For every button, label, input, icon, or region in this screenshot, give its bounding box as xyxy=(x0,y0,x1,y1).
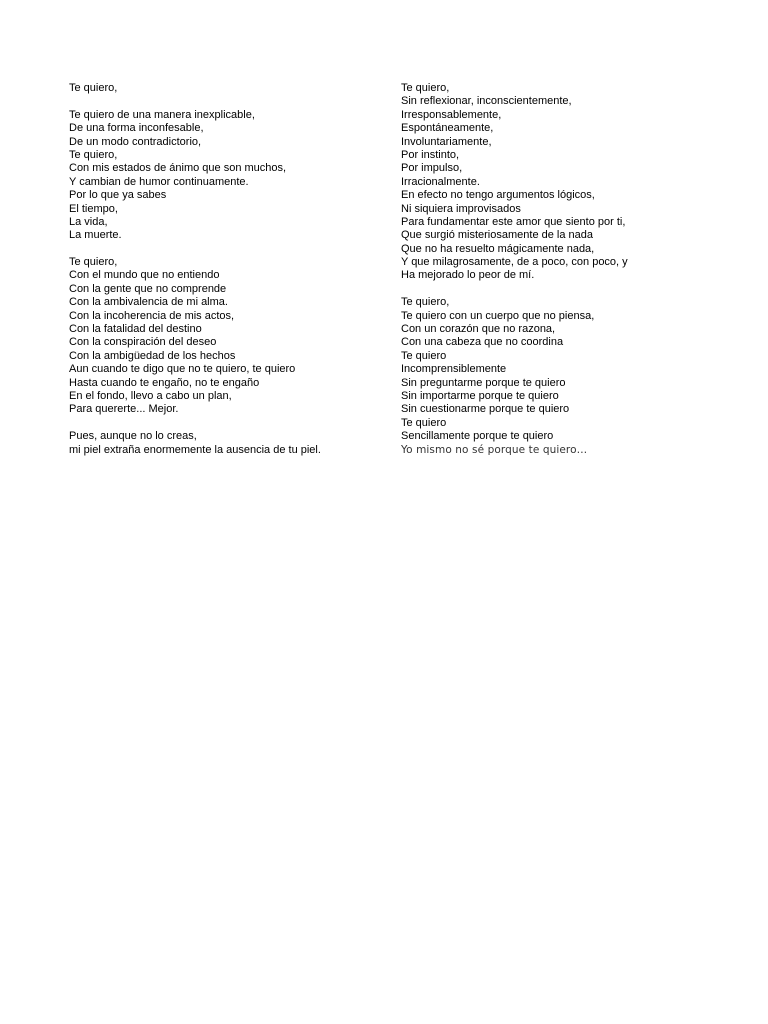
poem-line: En el fondo, llevo a cabo un plan, xyxy=(69,389,232,402)
stanza xyxy=(69,430,369,457)
poem-line: Con mis estados de ánimo que son muchos, xyxy=(69,162,287,175)
poem-line: Ha mejorado lo peor de mí. xyxy=(401,269,535,282)
poem-line: Sencillamente porque te quiero xyxy=(401,430,554,443)
poem-right-column xyxy=(401,82,721,470)
poem-line: Incomprensiblemente xyxy=(401,363,507,376)
stanza xyxy=(401,82,721,283)
poem-line: Con el mundo que no entiendo xyxy=(69,269,220,282)
poem-line: La muerte. xyxy=(69,229,122,242)
poem-line: Con la ambivalencia de mi alma. xyxy=(69,296,228,309)
stanza xyxy=(69,256,369,417)
poem-line: Sin importarme porque te quiero xyxy=(401,389,559,402)
poem-line: Que no ha resuelto mágicamente nada, xyxy=(401,242,595,255)
poem-line: Por impulso, xyxy=(401,162,463,175)
poem-line: Con la fatalidad del destino xyxy=(69,323,202,336)
poem-line: Te quiero de una manera inexplicable, xyxy=(69,108,255,121)
poem-line: Te quiero, xyxy=(401,82,450,94)
poem-line: Te quiero xyxy=(401,349,447,362)
poem-line: Involuntariamente, xyxy=(401,135,492,148)
poem-line: Con la gente que no comprende xyxy=(69,282,227,295)
poem-line: Por instinto, xyxy=(401,148,460,161)
stanza xyxy=(401,296,721,457)
poem-line: Con un corazón que no razona, xyxy=(401,323,556,336)
poem-line: Sin reflexionar, inconscientemente, xyxy=(401,95,572,108)
poem-line: Irresponsablemente, xyxy=(401,108,502,121)
poem-line: Y cambian de humor continuamente. xyxy=(69,175,249,188)
stanza xyxy=(69,109,369,243)
poem-line: Hasta cuando te engaño, no te engaño xyxy=(69,376,260,389)
poem-line: Pues, aunque no lo creas, xyxy=(69,430,197,443)
poem-line: Con la ambigüedad de los hechos xyxy=(69,349,236,362)
poem-line: La vida, xyxy=(69,215,108,228)
poem-line: Y que milagrosamente, de a poco, con poco, y xyxy=(401,256,628,269)
poem-line: Te quiero, xyxy=(401,296,450,309)
poem-line: El tiempo, xyxy=(69,202,118,215)
poem-line: Te quiero, xyxy=(69,256,118,269)
poem-line: Para quererte... Mejor. xyxy=(69,403,179,416)
poem-line: mi piel extraña enormemente la ausencia de tu piel. xyxy=(69,443,321,456)
poem-line: Para fundamentar este amor que siento por ti, xyxy=(401,215,626,228)
poem-line: Aun cuando te digo que no te quiero, te quiero xyxy=(69,363,296,376)
poem-line: Te quiero, xyxy=(69,148,118,161)
poem-left-column xyxy=(69,82,369,470)
poem-line: Con la incoherencia de mis actos, xyxy=(69,309,235,322)
poem-line: En efecto no tengo argumentos lógicos, xyxy=(401,189,595,202)
poem-line: Sin cuestionarme porque te quiero xyxy=(401,403,570,416)
poem-line: Te quiero, xyxy=(69,82,118,94)
poem-line: Sin preguntarme porque te quiero xyxy=(401,376,566,389)
poem-line: Por lo que ya sabes xyxy=(69,189,167,202)
poem-line: Con una cabeza que no coordina xyxy=(401,336,564,349)
poem-line: Te quiero xyxy=(401,416,447,429)
poem-line: Espontáneamente, xyxy=(401,122,494,135)
poem-line: De una forma inconfesable, xyxy=(69,122,204,135)
poem-line: Irracionalmente. xyxy=(401,175,480,188)
poem-line: Te quiero con un cuerpo que no piensa, xyxy=(401,309,595,322)
poem-line: De un modo contradictorio, xyxy=(69,135,202,148)
poem-line: Que surgió misteriosamente de la nada xyxy=(401,229,593,242)
poem-line: Con la conspiración del deseo xyxy=(69,336,217,349)
stanza xyxy=(69,82,369,95)
poem-line: Yo mismo no sé porque te quiero… xyxy=(401,443,588,456)
poem-line: Ni siquiera improvisados xyxy=(401,202,521,215)
